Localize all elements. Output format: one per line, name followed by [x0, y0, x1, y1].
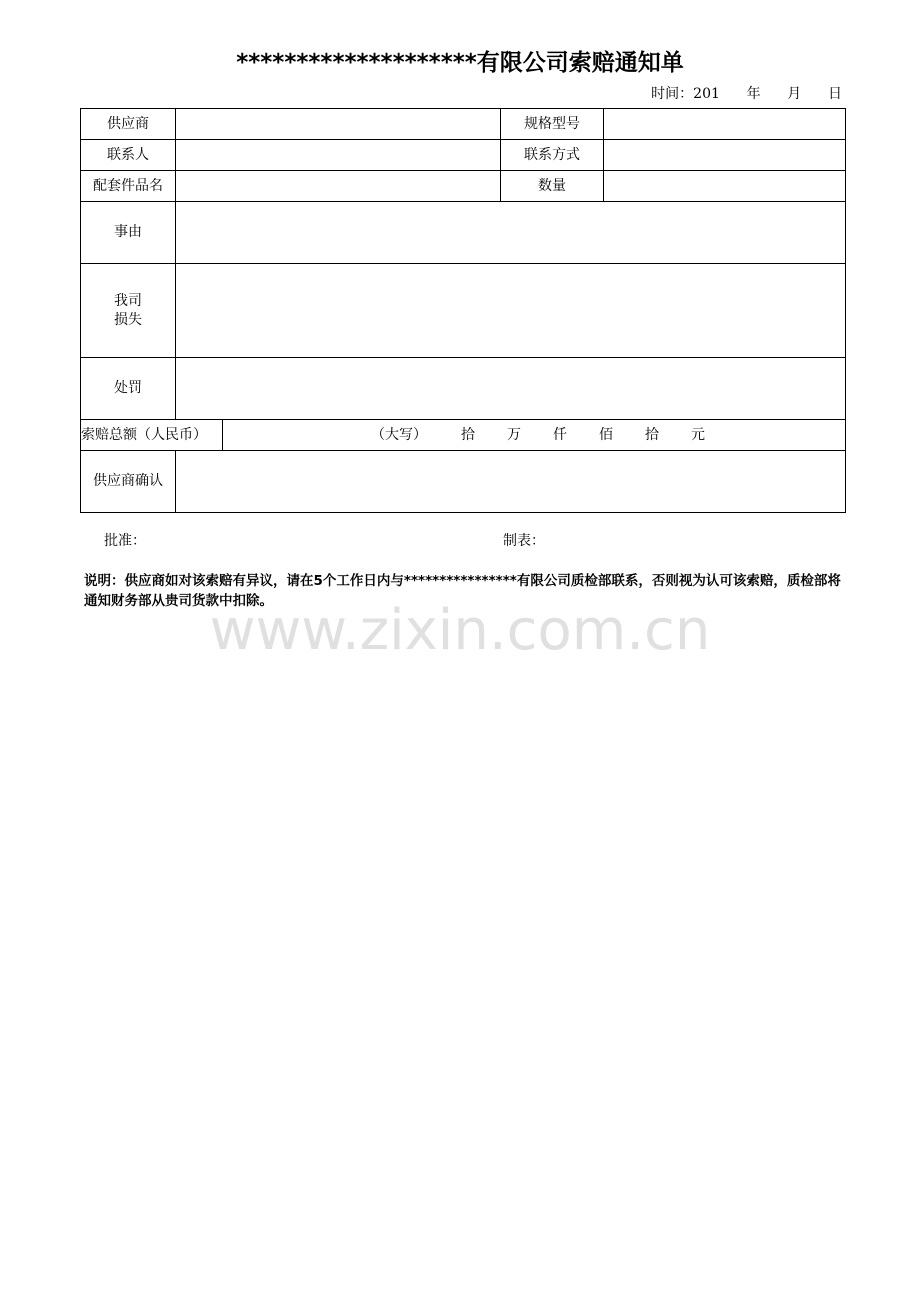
date-month: 月 — [787, 86, 802, 102]
spec-field[interactable] — [604, 109, 846, 140]
loss-label-line2: 损失 — [114, 311, 142, 328]
page-title: ********************有限公司索赔通知单 — [236, 50, 684, 76]
amount-unit-qian: 仟 — [553, 426, 567, 443]
penalty-field[interactable] — [176, 358, 846, 420]
date-day: 日 — [828, 86, 842, 102]
table-row — [81, 358, 846, 420]
amount-field[interactable] — [223, 420, 846, 451]
spec-label: 规格型号 — [501, 109, 604, 140]
confirm-label: 供应商确认 — [81, 451, 176, 513]
amount-prefix: （大写） — [371, 426, 427, 443]
amount-unit-wan: 万 — [507, 426, 521, 443]
contact-field[interactable] — [176, 140, 501, 171]
part-name-field[interactable] — [176, 171, 501, 202]
note-text: 说明：供应商如对该索赔有异议，请在5个工作日内与****************有限公司质检部联系，否则视为认可该索赔，质检部将通知财务部从贵司货款中扣除。 — [84, 573, 841, 609]
prepared-label: 制表： — [503, 533, 545, 549]
loss-label-line1: 我司 — [114, 292, 142, 309]
table-row — [81, 171, 846, 202]
amount-unit-shi2: 拾 — [645, 426, 659, 443]
supplier-field[interactable] — [176, 109, 501, 140]
approve-label: 批准： — [104, 533, 146, 549]
claim-form-table — [80, 108, 846, 513]
penalty-label: 处罚 — [81, 358, 176, 420]
table-row — [81, 420, 846, 451]
quantity-label: 数量 — [501, 171, 604, 202]
date-year: 年 — [746, 86, 761, 102]
quantity-field[interactable] — [604, 171, 846, 202]
table-row — [81, 109, 846, 140]
contact-method-label: 联系方式 — [501, 140, 604, 171]
confirm-field[interactable] — [176, 451, 846, 513]
table-row — [81, 264, 846, 358]
amount-unit-shi: 拾 — [461, 426, 475, 443]
supplier-label: 供应商 — [81, 109, 176, 140]
table-row — [81, 451, 846, 513]
loss-label — [81, 264, 176, 358]
amount-unit-bai: 佰 — [599, 426, 613, 443]
amount-unit-yuan: 元 — [691, 426, 705, 443]
reason-label: 事由 — [81, 202, 176, 264]
table-row — [81, 140, 846, 171]
part-name-label: 配套件品名 — [81, 171, 176, 202]
table-row — [81, 202, 846, 264]
contact-label: 联系人 — [81, 140, 176, 171]
date-label: 时间：201 — [651, 86, 720, 102]
total-label: 索赔总额（人民币） — [81, 420, 223, 451]
watermark: www.zixin.com.cn — [209, 598, 711, 663]
reason-field[interactable] — [176, 202, 846, 264]
loss-field[interactable] — [176, 264, 846, 358]
amount-line — [223, 426, 845, 445]
contact-method-field[interactable] — [604, 140, 846, 171]
date-line — [651, 83, 842, 103]
